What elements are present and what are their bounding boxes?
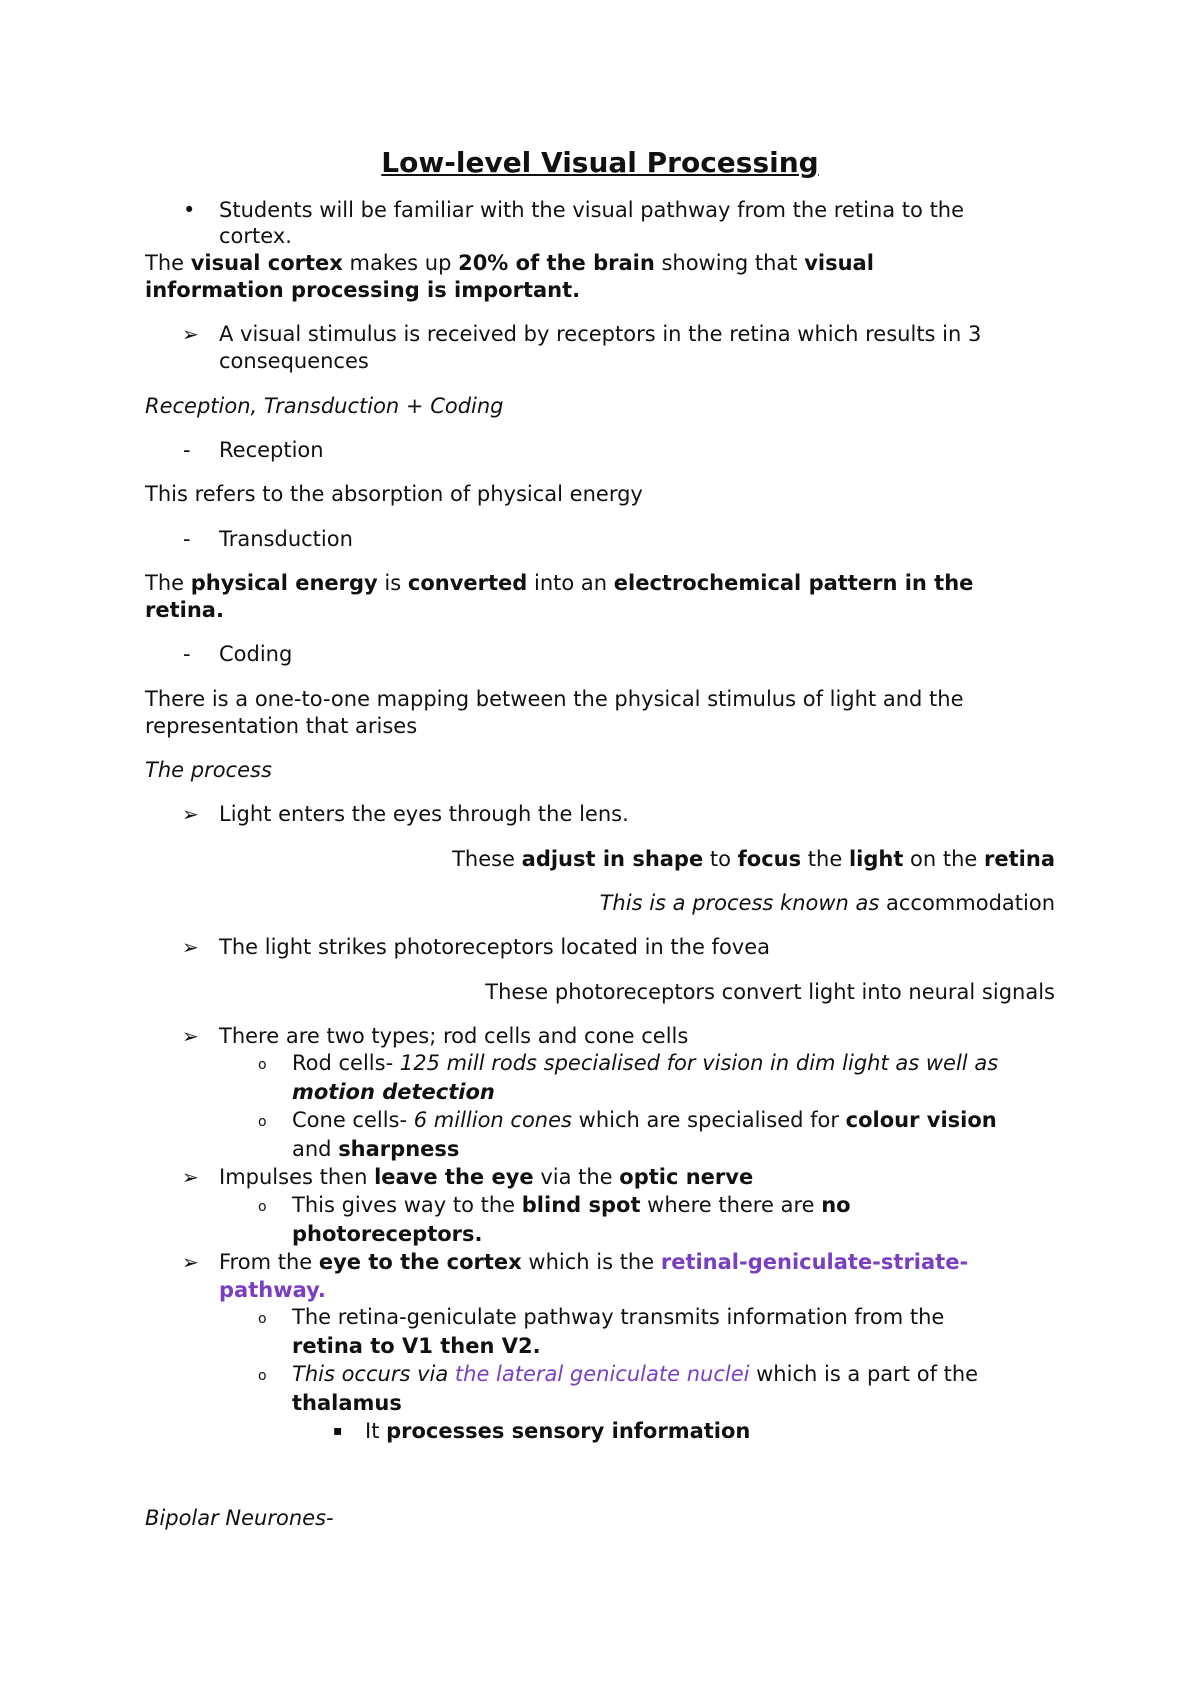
- process-heading: The process: [145, 758, 272, 782]
- arrow-bullet-icon: ➢: [182, 802, 199, 826]
- arrow-bullet-icon: ➢: [182, 1165, 199, 1189]
- circle-bullet: o: [258, 1057, 267, 1073]
- circle-bullet: o: [258, 1199, 267, 1215]
- rg-line-2: retina to V1 then V2.: [292, 1334, 541, 1358]
- pathway-line-1: From the eye to the cortex which is the retinal-geniculate-striate-: [219, 1250, 969, 1274]
- coding-line-1: There is a one-to-one mapping between the physical stimulus of light and the: [145, 687, 964, 711]
- lgn-line-1: This occurs via the lateral geniculate nuclei which is a part of the: [292, 1362, 979, 1386]
- transduction-label: Transduction: [219, 527, 353, 551]
- cone-line-1: Cone cells- 6 million cones which are specialised for colour vision: [292, 1108, 997, 1132]
- cone-line-2: and sharpness: [292, 1137, 460, 1161]
- bipolar-heading: Bipolar Neurones-: [145, 1506, 334, 1530]
- dash-bullet: -: [183, 642, 191, 666]
- objective-line-2: cortex.: [219, 224, 292, 248]
- circle-bullet: o: [258, 1368, 267, 1384]
- arrow-bullet-icon: ➢: [182, 935, 199, 959]
- circle-bullet: o: [258, 1114, 267, 1130]
- stimulus-line-2: consequences: [219, 349, 369, 373]
- adjust-line: These adjust in shape to focus the light on the retina: [452, 847, 1055, 871]
- impulses-line: Impulses then leave the eye via the optic nerve: [219, 1165, 754, 1189]
- stimulus-line-1: A visual stimulus is received by receptors in the retina which results in 3: [219, 322, 982, 346]
- blind-line-1: This gives way to the blind spot where there are no: [292, 1193, 851, 1217]
- objective-line-1: Students will be familiar with the visual pathway from the retina to the: [219, 198, 965, 222]
- transduction-line-2: retina.: [145, 598, 224, 622]
- arrow-bullet-icon: ➢: [182, 1024, 199, 1048]
- arrow-bullet-icon: ➢: [182, 1250, 199, 1274]
- accommodation-line: This is a process known as accommodation: [599, 891, 1055, 915]
- rtc-heading: Reception, Transduction + Coding: [145, 394, 504, 418]
- lgn-line-2: thalamus: [292, 1391, 402, 1415]
- coding-label: Coding: [219, 642, 293, 666]
- circle-bullet: o: [258, 1311, 267, 1327]
- reception-label: Reception: [219, 438, 324, 462]
- page-title: Low-level Visual Processing: [381, 146, 819, 179]
- pathway-line-2: pathway.: [219, 1278, 326, 1302]
- coding-line-2: representation that arises: [145, 714, 418, 738]
- rod-line-2: motion detection: [292, 1080, 495, 1104]
- strikes-line: The light strikes photoreceptors located in the fovea: [219, 935, 771, 959]
- blind-line-2: photoreceptors.: [292, 1222, 483, 1246]
- types-line: There are two types; rod cells and cone cells: [219, 1024, 689, 1048]
- rod-line-1: Rod cells- 125 mill rods specialised for vision in dim light as well as: [292, 1051, 999, 1075]
- arrow-bullet-icon: ➢: [182, 322, 199, 346]
- intro-line-1: The visual cortex makes up 20% of the brain showing that visual: [145, 251, 874, 275]
- intro-line-2: information processing is important.: [145, 278, 581, 302]
- bullet-dot: •: [183, 198, 196, 222]
- transduction-line-1: The physical energy is converted into an electrochemical pattern in the: [145, 571, 974, 595]
- convert-line: These photoreceptors convert light into neural signals: [485, 980, 1055, 1004]
- square-bullet: ▪: [333, 1423, 343, 1439]
- sensory-line: It processes sensory information: [365, 1419, 751, 1443]
- dash-bullet: -: [183, 438, 191, 462]
- dash-bullet: -: [183, 527, 191, 551]
- reception-desc: This refers to the absorption of physical energy: [145, 482, 643, 506]
- rg-line-1: The retina-geniculate pathway transmits information from the: [292, 1305, 945, 1329]
- light-line: Light enters the eyes through the lens.: [219, 802, 629, 826]
